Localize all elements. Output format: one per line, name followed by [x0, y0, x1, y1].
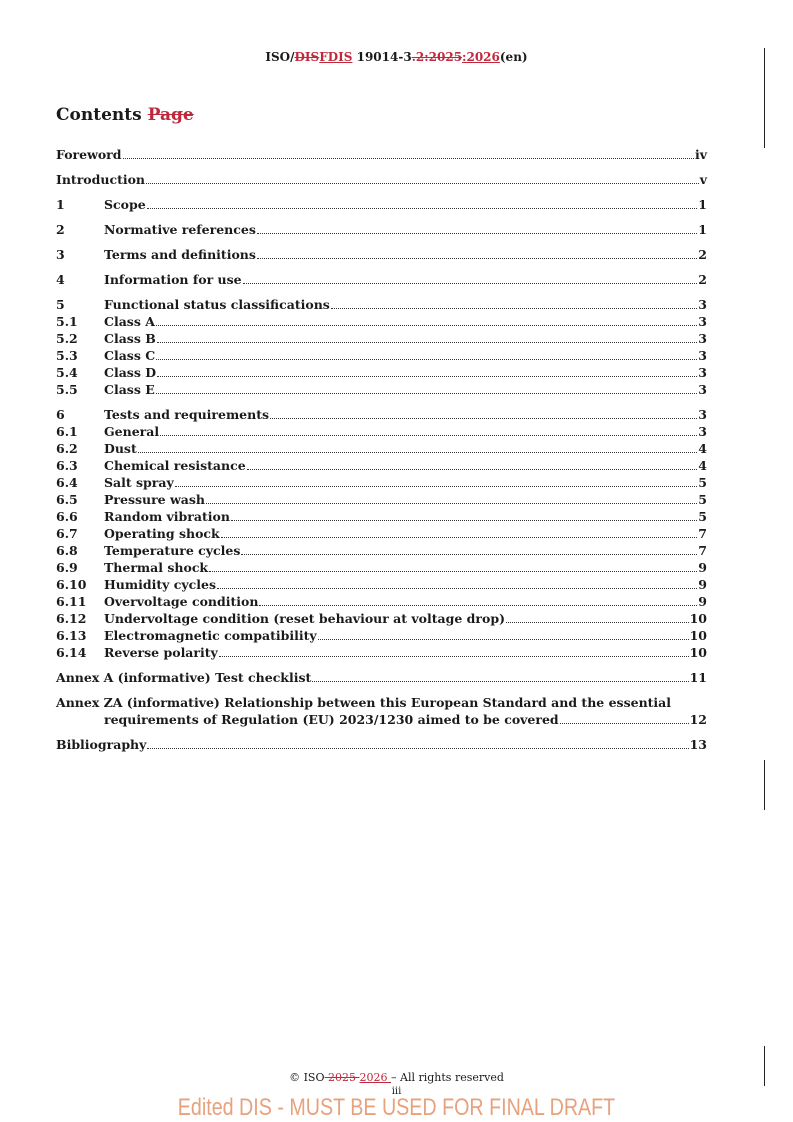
toc-entry-title: Introduction	[56, 172, 146, 187]
toc-leader-dots	[259, 595, 697, 606]
toc-entry-page: 9	[698, 577, 707, 592]
header-language: (en)	[499, 50, 528, 64]
toc-entry-title: Normative references	[104, 222, 256, 237]
toc-entry-title-continuation	[56, 711, 707, 728]
toc-entry[interactable]	[56, 364, 707, 381]
toc-entry[interactable]	[56, 330, 707, 347]
toc-entry-page: 12	[689, 712, 707, 727]
toc-entry-number: 5.5	[56, 382, 78, 397]
page-number: iii	[391, 1086, 402, 1097]
toc-leader-dots	[147, 738, 688, 749]
toc-entry-title: Overvoltage condition	[104, 594, 259, 609]
toc-entry-number: 5.1	[56, 314, 78, 329]
toc-entry-title: Temperature cycles	[104, 543, 241, 558]
toc-leader-dots	[560, 713, 689, 724]
contents-title: Contents	[56, 105, 142, 125]
toc-entry[interactable]	[56, 196, 707, 213]
toc-leader-dots	[270, 408, 697, 419]
toc-entry-number: 6.11	[56, 594, 87, 609]
toc-entry-page: 11	[689, 670, 707, 685]
toc-entry[interactable]	[56, 440, 707, 457]
toc-entry-annex-za[interactable]	[56, 694, 707, 728]
change-bar-middle	[764, 760, 765, 810]
header-standard-number: 19014-3	[352, 50, 412, 64]
toc-entry-page: 5	[698, 492, 707, 507]
contents-page-label: Page	[147, 105, 194, 125]
document-header	[0, 50, 793, 64]
toc-leader-dots	[206, 493, 697, 504]
toc-entry-title: Class E	[104, 382, 155, 397]
toc-entry-page: 5	[698, 509, 707, 524]
toc-entry[interactable]	[56, 576, 707, 593]
toc-entry-page: 7	[698, 526, 707, 541]
toc-entry-number: 6.8	[56, 543, 78, 558]
toc-entry-title: Bibliography	[56, 737, 147, 752]
toc-entry-number: 6.3	[56, 458, 78, 473]
toc-entry-title: Class A	[104, 314, 155, 329]
toc-entry[interactable]	[56, 627, 707, 644]
toc-leader-dots	[219, 646, 689, 657]
header-prefix: ISO/	[265, 50, 295, 64]
contents-heading	[56, 105, 194, 125]
toc-entry-page: 9	[698, 560, 707, 575]
toc-leader-dots	[217, 578, 697, 589]
toc-entry-page: 10	[689, 611, 707, 626]
toc-entry-title: Humidity cycles	[104, 577, 216, 592]
footer-deleted-year: 2025	[324, 1071, 360, 1084]
toc-entry-number: 6.1	[56, 424, 78, 439]
toc-entry-title: Annex A (informative) Test checklist	[56, 670, 312, 685]
toc-leader-dots	[138, 442, 698, 453]
header-inserted-year: :2026	[462, 50, 500, 64]
toc-entry-number: 6.9	[56, 560, 78, 575]
footer-prefix: © ISO	[289, 1071, 325, 1084]
toc-entry-number: 5.3	[56, 348, 78, 363]
toc-leader-dots	[241, 544, 697, 555]
toc-entry[interactable]	[56, 644, 707, 661]
toc-entry[interactable]	[56, 347, 707, 364]
table-of-contents	[56, 146, 707, 753]
toc-entry-page: 1	[698, 197, 707, 212]
toc-entry-page: 2	[698, 247, 707, 262]
toc-leader-dots	[312, 671, 688, 682]
toc-entry[interactable]	[56, 381, 707, 398]
toc-entry[interactable]	[56, 593, 707, 610]
toc-entry-title: General	[104, 424, 160, 439]
toc-entry-page: 3	[698, 348, 707, 363]
toc-entry-page: 1	[698, 222, 707, 237]
toc-entry[interactable]	[56, 669, 707, 686]
toc-entry-title: Class C	[104, 348, 156, 363]
toc-leader-dots	[147, 198, 698, 209]
toc-entry[interactable]	[56, 313, 707, 330]
toc-leader-dots	[221, 527, 698, 538]
toc-entry-page: 13	[689, 737, 707, 752]
toc-entry-title: Thermal shock	[104, 560, 209, 575]
toc-entry[interactable]	[56, 146, 707, 163]
toc-entry-number: 6.14	[56, 645, 87, 660]
toc-entry-page: 10	[689, 628, 707, 643]
toc-leader-dots	[209, 561, 697, 572]
toc-entry[interactable]	[56, 525, 707, 542]
toc-entry-page: 7	[698, 543, 707, 558]
toc-entry-number: 5	[56, 297, 65, 312]
toc-entry-number: 3	[56, 247, 65, 262]
toc-leader-dots	[318, 629, 689, 640]
toc-entry-page: v	[699, 172, 707, 187]
toc-entry[interactable]	[56, 406, 707, 423]
toc-entry-number: 6.5	[56, 492, 78, 507]
toc-leader-dots	[257, 248, 697, 259]
toc-entry-number: 2	[56, 222, 65, 237]
toc-entry[interactable]	[56, 610, 707, 627]
toc-entry-title: Dust	[104, 441, 137, 456]
toc-entry[interactable]	[56, 246, 707, 263]
toc-entry-page: 3	[698, 365, 707, 380]
toc-entry[interactable]	[56, 474, 707, 491]
toc-entry-number: 6.4	[56, 475, 78, 490]
toc-entry-title: Operating shock	[104, 526, 220, 541]
toc-entry-page: 9	[698, 594, 707, 609]
footer-suffix: – All rights reserved	[391, 1071, 504, 1084]
toc-entry-title: Pressure wash	[104, 492, 205, 507]
toc-entry-page: 3	[698, 331, 707, 346]
toc-entry-page: 3	[698, 314, 707, 329]
toc-entry-number: 6.12	[56, 611, 87, 626]
toc-entry[interactable]	[56, 508, 707, 525]
toc-entry-title: Foreword	[56, 147, 122, 162]
toc-entry-page: 4	[698, 458, 707, 473]
toc-entry[interactable]	[56, 491, 707, 508]
toc-leader-dots	[156, 315, 697, 326]
toc-entry-page: 3	[698, 382, 707, 397]
toc-entry-page: 3	[698, 407, 707, 422]
draft-watermark: Edited DIS - MUST BE USED FOR FINAL DRAFT	[177, 1094, 616, 1121]
toc-entry-page: iv	[694, 147, 707, 162]
toc-leader-dots	[123, 148, 694, 159]
toc-entry-title-line2: requirements of Regulation (EU) 2023/1230 aimed to be covered	[104, 712, 559, 727]
toc-entry-page: 10	[689, 645, 707, 660]
copyright-footer	[0, 1071, 793, 1084]
header-deleted-year: .2:2025	[411, 50, 463, 64]
toc-entry[interactable]	[56, 559, 707, 576]
toc-leader-dots	[257, 223, 697, 234]
footer-inserted-year: 2026	[359, 1071, 391, 1084]
toc-entry-title: Class B	[104, 331, 156, 346]
toc-entry-title: Functional status classifications	[104, 297, 330, 312]
toc-entry[interactable]	[56, 271, 707, 288]
toc-leader-dots	[243, 273, 698, 284]
toc-entry-number: 6	[56, 407, 65, 422]
toc-entry-title: Chemical resistance	[104, 458, 246, 473]
toc-entry-title: Salt spray	[104, 475, 174, 490]
toc-entry-page: 2	[698, 272, 707, 287]
toc-entry[interactable]	[56, 542, 707, 559]
toc-entry[interactable]	[56, 221, 707, 238]
toc-leader-dots	[157, 366, 697, 377]
toc-entry-number: 4	[56, 272, 65, 287]
toc-entry-number: 5.2	[56, 331, 78, 346]
toc-leader-dots	[247, 459, 698, 470]
toc-entry[interactable]	[56, 457, 707, 474]
toc-leader-dots	[175, 476, 698, 487]
header-deleted-stage: DIS	[294, 50, 320, 64]
toc-entry-page: 5	[698, 475, 707, 490]
toc-leader-dots	[156, 349, 697, 360]
toc-entry-number: 6.6	[56, 509, 78, 524]
toc-entry[interactable]	[56, 171, 707, 188]
toc-leader-dots	[160, 425, 697, 436]
toc-entry-title: Tests and requirements	[104, 407, 270, 422]
change-bar-top	[764, 48, 765, 148]
toc-leader-dots	[156, 383, 698, 394]
toc-entry-page: 4	[698, 441, 707, 456]
toc-entry-title: Electromagnetic compatibility	[104, 628, 317, 643]
toc-entry-number: 6.13	[56, 628, 87, 643]
toc-entry[interactable]	[56, 296, 707, 313]
toc-entry[interactable]	[56, 423, 707, 440]
toc-entry-title: Scope	[104, 197, 146, 212]
toc-entry-page: 3	[698, 297, 707, 312]
toc-entry-title: Reverse polarity	[104, 645, 218, 660]
toc-entry-page: 3	[698, 424, 707, 439]
toc-leader-dots	[146, 173, 699, 184]
toc-leader-dots	[506, 612, 689, 623]
toc-entry-number: 6.2	[56, 441, 78, 456]
toc-entry-bibliography[interactable]	[56, 736, 707, 753]
toc-entry-title: Terms and definitions	[104, 247, 256, 262]
toc-leader-dots	[231, 510, 697, 521]
toc-entry-number: 6.7	[56, 526, 78, 541]
toc-entry-title: Annex ZA (informative) Relationship between this European Standard and the essential	[56, 695, 672, 710]
toc-entry-title: Class D	[104, 365, 157, 380]
toc-leader-dots	[157, 332, 698, 343]
toc-entry-number: 5.4	[56, 365, 78, 380]
toc-entry-title: Random vibration	[104, 509, 230, 524]
toc-entry-number: 6.10	[56, 577, 87, 592]
toc-leader-dots	[331, 298, 697, 309]
toc-entry-number: 1	[56, 197, 65, 212]
toc-entry-title: Information for use	[104, 272, 242, 287]
toc-entry-title: Undervoltage condition (reset behaviour at voltage drop)	[104, 611, 505, 626]
header-inserted-stage: FDIS	[319, 50, 353, 64]
